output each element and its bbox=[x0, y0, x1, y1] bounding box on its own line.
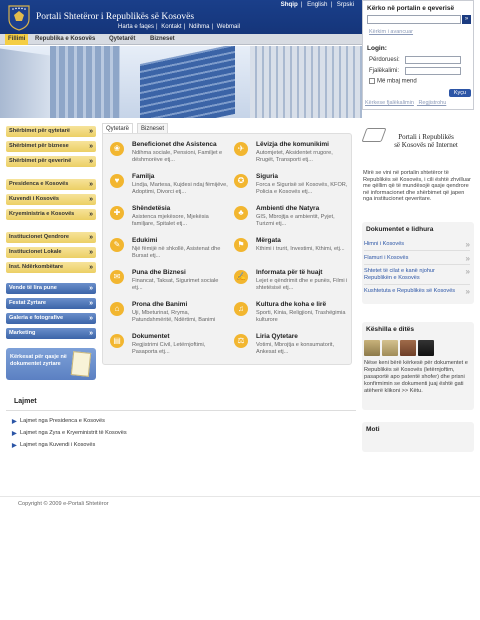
service-title[interactable]: Liria Qytetare bbox=[256, 333, 298, 340]
international-institutions-button[interactable]: Inst. Ndërkombëtare » bbox=[6, 262, 96, 273]
citizen-services-button[interactable]: Shërbimet për qytetarë » bbox=[6, 126, 96, 137]
service-description: GIS, Mbrojtja e ambientit, Pyjet, Turizmi etj... bbox=[256, 214, 335, 227]
arrow-right-icon: » bbox=[89, 128, 93, 135]
services-panel bbox=[102, 133, 352, 365]
education-icon: ✎ bbox=[110, 238, 124, 252]
help-link[interactable]: Ndihma bbox=[188, 24, 210, 30]
related-link-anthem[interactable]: Himni i Kosovës » bbox=[364, 240, 470, 249]
service-title[interactable]: Shëndetësia bbox=[132, 205, 171, 212]
service-description: Automjetet, Aksidentet rrugore, Rrugët, Transporti etj... bbox=[256, 150, 333, 163]
job-vacancies-button[interactable]: Vende të lira pune » bbox=[6, 283, 96, 294]
language-switcher: Shqip | English | Srpski bbox=[280, 1, 354, 8]
service-description: Një fëmijë në shkollë, Asistenat dhe Bursat etj... bbox=[132, 246, 221, 259]
lang-srpski[interactable]: Srpski bbox=[336, 1, 354, 8]
arrow-right-icon: » bbox=[89, 330, 93, 337]
tip-of-day-text: Nëse keni bërë kërkesë për dokumentet e Republikës së Kosovës (letërnjoftim, pasaportë apo patentë shofer) dhe prisni konfirmimin se dokumenti juaj është gati atëherë klikoni >> Këtu. bbox=[364, 360, 468, 394]
service-title[interactable]: Ambienti dhe Natyra bbox=[256, 205, 320, 212]
request-password-link[interactable]: Kërkese fjalëkalimin bbox=[365, 100, 414, 106]
password-label: Fjalëkalimi: bbox=[369, 68, 400, 74]
promo-text: Kërkesat për qasje në dokumentet zyrtare bbox=[10, 354, 67, 367]
sitemap-link[interactable]: Harta e faqes bbox=[117, 24, 155, 30]
family-icon: ♥ bbox=[110, 174, 124, 188]
nav-tab-home[interactable]: Fillimi bbox=[5, 34, 28, 45]
remember-label: Më mbaj mend bbox=[377, 78, 417, 85]
bullet-icon: ▶ bbox=[12, 419, 17, 425]
service-title[interactable]: Siguria bbox=[256, 173, 279, 180]
service-description: Sporti, Kinia, Religjioni, Trashëgimia kulturore bbox=[256, 310, 346, 323]
kosovo-emblem-icon[interactable] bbox=[7, 5, 31, 31]
account-links bbox=[365, 100, 449, 106]
related-documents-box bbox=[362, 222, 474, 304]
home-icon: ⌂ bbox=[110, 302, 124, 316]
document-icon bbox=[71, 351, 91, 377]
arrow-right-icon: » bbox=[89, 196, 93, 203]
contact-link[interactable]: Kontakt bbox=[161, 24, 182, 30]
service-description: Uji, Mbeturinat, Rryma, Patundshmëritë, Ndërtimi, Banimi bbox=[132, 310, 216, 323]
presidency-button[interactable]: Presidenca e Kosovës » bbox=[6, 179, 96, 190]
passport-dark-icon bbox=[418, 340, 434, 356]
lang-shqip[interactable]: Shqip bbox=[280, 1, 298, 8]
site-title[interactable]: Portali Shtetëror i Republikës së Kosovës bbox=[36, 12, 195, 22]
service-title[interactable]: Prona dhe Banimi bbox=[132, 301, 188, 308]
copyright-text: Copyright © 2009 e-Portali Shtetëror bbox=[18, 501, 109, 507]
service-title[interactable]: Edukimi bbox=[132, 237, 158, 244]
building-shape bbox=[140, 46, 235, 118]
business-services-button[interactable]: Shërbimet për biznese » bbox=[6, 141, 96, 152]
photo-gallery-button[interactable]: Galeria e fotografive » bbox=[6, 313, 96, 324]
service-title[interactable]: Mërgata bbox=[256, 237, 281, 244]
assembly-button[interactable]: Kuvendi i Kosovës » bbox=[6, 194, 96, 205]
documents-icon: ▤ bbox=[110, 334, 124, 348]
document-access-banner[interactable] bbox=[6, 348, 96, 380]
remember-checkbox[interactable] bbox=[369, 78, 375, 84]
id-card-icon bbox=[364, 340, 380, 356]
divider bbox=[6, 410, 356, 411]
related-documents-title: Dokumentet e lidhura bbox=[366, 226, 434, 233]
arrow-right-icon: » bbox=[89, 264, 93, 271]
nav-tab-citizens[interactable]: Qytetarët bbox=[109, 36, 136, 42]
service-item[interactable] bbox=[105, 332, 227, 362]
utility-links: Harta e faqes | Kontakt | Ndihma | Webmail bbox=[117, 24, 240, 30]
related-link-recognitions[interactable]: Shtetet të cilat e kanë njohur Republikën e Kosovës » bbox=[364, 268, 470, 285]
bullet-icon: ▶ bbox=[12, 443, 17, 449]
arrow-right-icon: » bbox=[465, 240, 470, 249]
related-link-flag[interactable]: Flamuri i Kosovës » bbox=[364, 254, 470, 263]
arrow-right-icon: » bbox=[89, 234, 93, 241]
tab-citizens[interactable]: Qytetarë bbox=[102, 123, 133, 133]
news-title: Lajmet bbox=[14, 398, 37, 405]
service-item[interactable] bbox=[105, 140, 227, 170]
username-label: Përdoruesi: bbox=[369, 57, 400, 63]
tip-of-day-title: Këshilla e ditës bbox=[366, 326, 415, 333]
service-title[interactable]: Kultura dhe koha e lirë bbox=[256, 301, 327, 308]
nav-tab-republic[interactable]: Republika e Kosovës bbox=[35, 36, 96, 42]
webmail-link[interactable]: Webmail bbox=[216, 24, 240, 30]
arrow-right-icon: » bbox=[465, 287, 470, 296]
footer-divider bbox=[0, 496, 480, 497]
portal-logo-line2: së Kosovës në Internet bbox=[394, 141, 458, 149]
foreigners-icon: ✍ bbox=[234, 270, 248, 284]
search-label: Kërko në portalin e qeverisë bbox=[367, 5, 455, 12]
local-institutions-button[interactable]: Institucionet Lokale » bbox=[6, 247, 96, 258]
tip-of-day-box bbox=[362, 322, 474, 410]
service-description: Votimi, Mbrojtja e konsumatorit, Ankesat etj... bbox=[256, 342, 335, 355]
service-item[interactable] bbox=[229, 204, 351, 234]
arrow-right-icon: » bbox=[89, 315, 93, 322]
advanced-search-link[interactable]: Kërkim i avancuar bbox=[369, 29, 414, 35]
passport-icon bbox=[400, 340, 416, 356]
business-icon: ✉ bbox=[110, 270, 124, 284]
service-item[interactable] bbox=[105, 268, 227, 298]
news-link-prime-minister[interactable]: ▶ Lajmet nga Zyra e Kryeministrit të Kosovës bbox=[12, 430, 127, 437]
health-icon: ✚ bbox=[110, 206, 124, 220]
diaspora-icon: ⚑ bbox=[234, 238, 248, 252]
building-shape bbox=[250, 46, 362, 118]
nature-icon: ♣ bbox=[234, 206, 248, 220]
bullet-icon: ▶ bbox=[12, 431, 17, 437]
login-button[interactable]: Kyçu bbox=[449, 89, 471, 97]
search-input[interactable] bbox=[367, 15, 461, 24]
remember-me[interactable] bbox=[369, 78, 417, 85]
arrow-right-icon: » bbox=[89, 158, 93, 165]
service-item[interactable] bbox=[229, 332, 351, 362]
culture-icon: ♫ bbox=[234, 302, 248, 316]
service-item[interactable] bbox=[229, 172, 351, 202]
service-description: Lejet e qëndrimit dhe e punës, Filmi i shtetësisë etj... bbox=[256, 278, 348, 291]
service-title[interactable]: Puna dhe Biznesi bbox=[132, 269, 186, 276]
portal-logo bbox=[362, 126, 474, 156]
official-holidays-button[interactable]: Festat Zyrtare » bbox=[6, 298, 96, 309]
document-images bbox=[364, 340, 448, 358]
welcome-text: Mirë se vini në portalin shtetëror të Republikës së Kosovës, i cili është zhvilluar me qëllim që të mundësojë qasje qendrore në informacionet dhe shërbimet që japen nga institucionet qeveritare. bbox=[363, 170, 471, 203]
arrow-right-icon: » bbox=[465, 254, 470, 263]
search-button[interactable]: » bbox=[462, 15, 471, 24]
login-title: Login: bbox=[367, 45, 387, 52]
service-title[interactable]: Lëvizja dhe komunikimi bbox=[256, 141, 329, 148]
username-input[interactable] bbox=[405, 56, 461, 64]
driver-license-icon bbox=[382, 340, 398, 356]
news-link-presidency[interactable]: ▶ Lajmet nga Presidenca e Kosovës bbox=[12, 418, 105, 425]
arrow-right-icon: » bbox=[89, 300, 93, 307]
service-item[interactable] bbox=[105, 204, 227, 234]
security-icon: ✪ bbox=[234, 174, 248, 188]
search-login-panel bbox=[362, 0, 474, 110]
register-link[interactable]: Regjistrohu bbox=[418, 100, 447, 106]
service-item[interactable] bbox=[105, 300, 227, 330]
arrow-right-icon: » bbox=[89, 181, 93, 188]
transport-icon: ✈ bbox=[234, 142, 248, 156]
hands-icon: ❀ bbox=[110, 142, 124, 156]
arrow-right-icon: » bbox=[89, 211, 93, 218]
news-link-assembly[interactable]: ▶ Lajmet nga Kuvendi i Kosovës bbox=[12, 442, 96, 449]
header-banner-image bbox=[0, 46, 362, 118]
arrow-right-icon: » bbox=[465, 267, 470, 276]
service-description: Kthimi i trurit, Investimi, Kthimi, etj... bbox=[256, 246, 345, 252]
lang-english[interactable]: English bbox=[307, 1, 328, 8]
nav-tab-business[interactable]: Bizneset bbox=[150, 36, 175, 42]
service-title[interactable]: Informata për të huajt bbox=[256, 269, 323, 276]
service-description: Forca e Sigurisë së Kosovës, KFOR, Policia e Kosovës etj... bbox=[256, 182, 348, 195]
service-title[interactable]: Dokumentet bbox=[132, 333, 170, 340]
service-description: Asistenca mjekësore, Mjekësia familjare, Spitalet etj... bbox=[132, 214, 209, 227]
central-institutions-button[interactable]: Institucionet Qendrore » bbox=[6, 232, 96, 243]
service-description: Financat, Taksat, Sigurimet sociale etj... bbox=[132, 278, 219, 291]
service-item[interactable] bbox=[229, 300, 351, 330]
marketing-button[interactable]: Marketing » bbox=[6, 328, 96, 339]
government-services-button[interactable]: Shërbimet për qeverinë » bbox=[6, 156, 96, 167]
portal-logo-line1: Portali i Republikës bbox=[398, 133, 454, 141]
main-nav bbox=[0, 34, 362, 45]
related-link-constitution[interactable]: Kushtetuta e Republikës së Kosovës » bbox=[364, 287, 470, 296]
service-title[interactable]: Beneficionet dhe Asistenca bbox=[132, 141, 217, 148]
citizen-icon: ⚖ bbox=[234, 334, 248, 348]
service-item[interactable] bbox=[229, 268, 351, 298]
service-item[interactable] bbox=[105, 236, 227, 266]
weather-box bbox=[362, 422, 474, 452]
service-item[interactable] bbox=[229, 140, 351, 170]
arrow-right-icon: » bbox=[89, 285, 93, 292]
service-item[interactable] bbox=[105, 172, 227, 202]
password-input[interactable] bbox=[405, 67, 461, 75]
service-item[interactable] bbox=[229, 236, 351, 266]
service-title[interactable]: Familja bbox=[132, 173, 155, 180]
prime-minister-button[interactable]: Kryeministria e Kosovës » bbox=[6, 209, 96, 220]
weather-title: Moti bbox=[366, 426, 380, 433]
service-description: Regjistrimi Civil, Letërnjoftimi, Pasaporta etj... bbox=[132, 342, 206, 355]
tab-businesses[interactable]: Bizneset bbox=[137, 123, 168, 133]
building-shape bbox=[50, 46, 120, 118]
arrow-right-icon: » bbox=[89, 249, 93, 256]
arrow-right-icon: » bbox=[89, 143, 93, 150]
service-description: Lindja, Martesa, Kujdesi ndaj fëmijëve, Adoptimi, Divorci etj... bbox=[132, 182, 228, 195]
service-description: Ndihma sociale, Pensioni, Familjet e dëshmorëve etj... bbox=[132, 150, 223, 163]
